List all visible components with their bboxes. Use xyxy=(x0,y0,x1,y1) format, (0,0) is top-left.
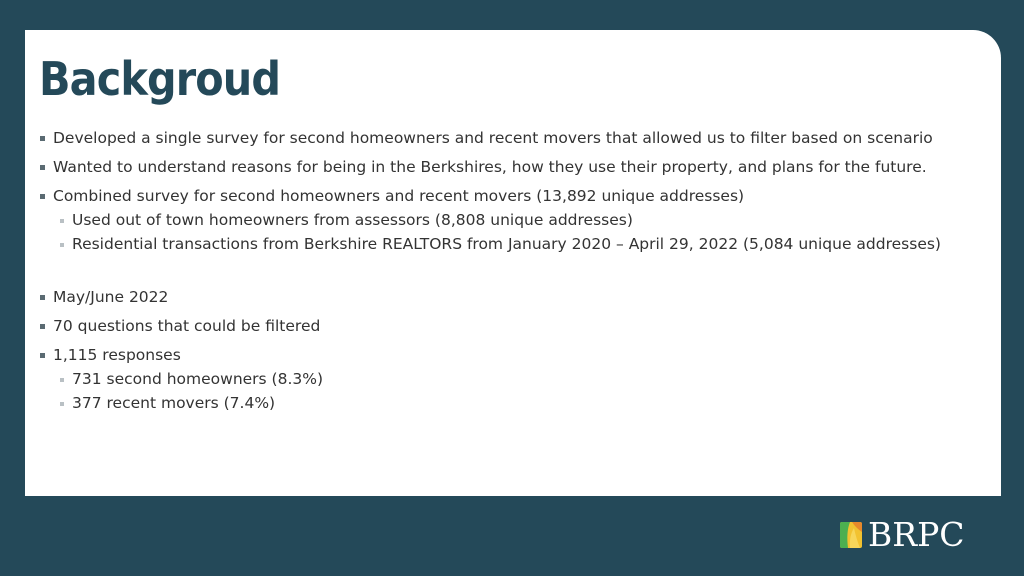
sub-bullet-list xyxy=(53,210,989,255)
square-bullet-icon xyxy=(40,194,45,199)
sub-bullet-text: 731 second homeowners (8.3%) xyxy=(72,370,324,388)
slide-title: Backgroud xyxy=(39,52,281,106)
content-panel xyxy=(25,30,1001,496)
dot-bullet-icon xyxy=(60,243,64,247)
square-bullet-icon xyxy=(40,353,45,358)
sub-bullet-text: 377 recent movers (7.4%) xyxy=(72,394,276,412)
list-spacer xyxy=(39,263,989,287)
square-bullet-icon xyxy=(40,136,45,141)
square-bullet-icon xyxy=(40,324,45,329)
sub-bullet-text: Residential transactions from Berkshire REALTORS from January 2020 – April 29, 2022 (5,084 unique addresses) xyxy=(72,235,941,253)
bullet-item xyxy=(39,316,989,337)
bullet-item xyxy=(39,287,989,308)
dot-bullet-icon xyxy=(60,402,64,406)
dot-bullet-icon xyxy=(60,219,64,223)
logo-text: BRPC xyxy=(868,515,965,554)
sub-bullet-list xyxy=(53,369,989,414)
brpc-leaf-icon xyxy=(838,520,864,550)
bullet-list xyxy=(39,128,989,422)
dot-bullet-icon xyxy=(60,378,64,382)
sub-bullet-text: Used out of town homeowners from assessors (8,808 unique addresses) xyxy=(72,211,633,229)
bullet-text: 1,115 responses xyxy=(53,346,181,364)
bullet-item xyxy=(39,157,989,178)
bullet-text: Combined survey for second homeowners and recent movers (13,892 unique addresses) xyxy=(53,187,745,205)
bullet-text: Developed a single survey for second homeowners and recent movers that allowed us to filter based on scenario xyxy=(53,129,933,147)
bullet-item xyxy=(39,128,989,149)
sub-bullet-item xyxy=(53,393,989,414)
square-bullet-icon xyxy=(40,165,45,170)
bullet-text: May/June 2022 xyxy=(53,288,169,306)
sub-bullet-item xyxy=(53,369,989,390)
bullet-item xyxy=(39,186,989,255)
sub-bullet-item xyxy=(53,210,989,231)
brpc-logo xyxy=(838,515,965,554)
bullet-text: Wanted to understand reasons for being in the Berkshires, how they use their property, and plans for the future. xyxy=(53,158,927,176)
bullet-item xyxy=(39,345,989,414)
sub-bullet-item xyxy=(53,234,989,255)
square-bullet-icon xyxy=(40,295,45,300)
bullet-text: 70 questions that could be filtered xyxy=(53,317,321,335)
